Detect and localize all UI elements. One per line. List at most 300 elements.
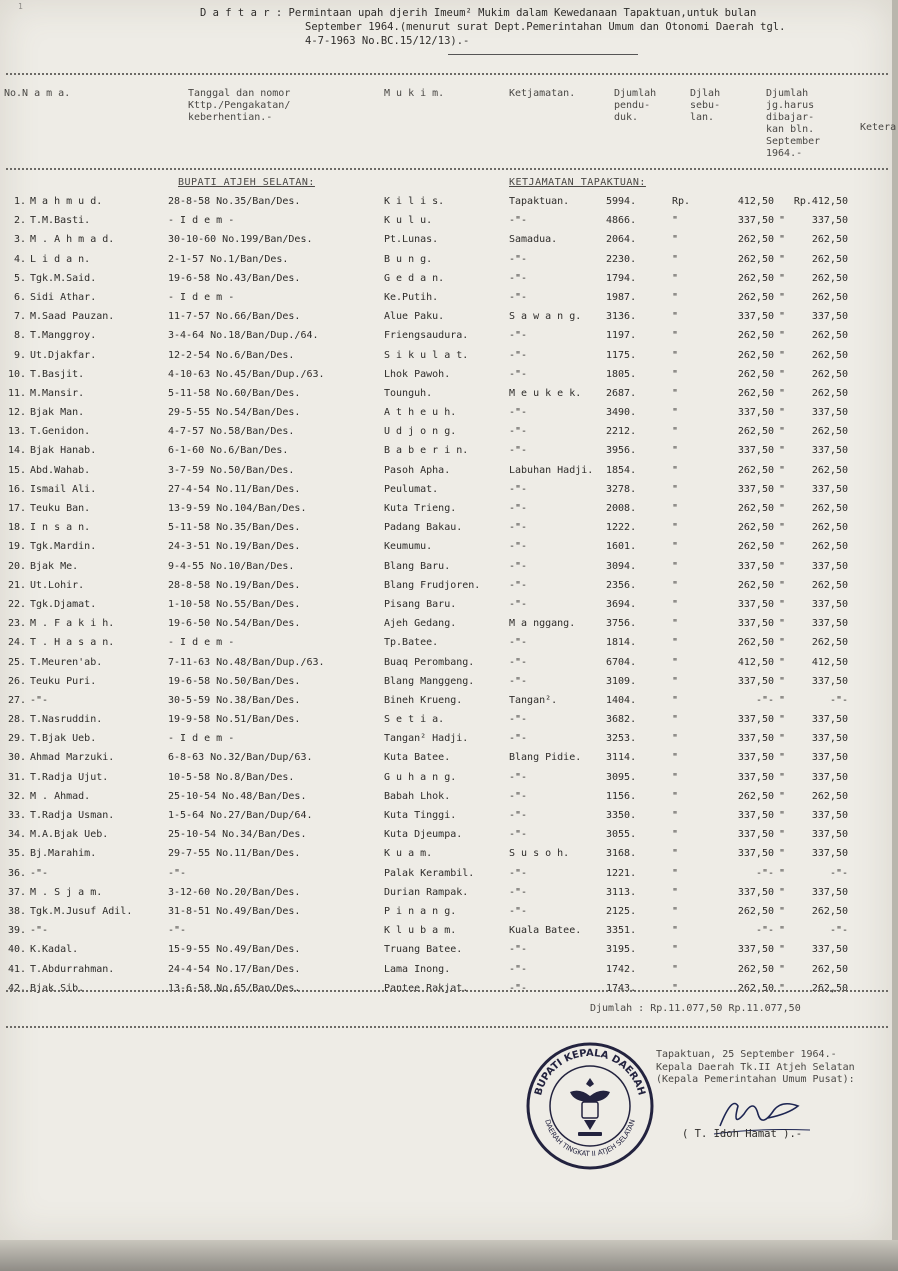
row-total: 262,50 — [811, 234, 848, 246]
row-salary: 337,50 — [737, 714, 774, 726]
row-decree: 5-11-58 No.35/Ban/Des. — [168, 522, 301, 534]
row-decree: 19-6-50 No.54/Ban/Des. — [168, 618, 301, 630]
row-ditto: " — [779, 714, 786, 726]
row-mukim: K i l i s. — [384, 196, 445, 207]
row-name: Teuku Puri. — [30, 675, 97, 687]
row-currency: " — [672, 771, 679, 783]
row-number: 4. — [13, 253, 26, 265]
row-total: 262,50 — [811, 291, 848, 303]
row-population: 3113. — [606, 886, 637, 898]
row-mukim: K l u b a m. — [384, 925, 457, 937]
row-population: 3195. — [606, 944, 637, 956]
row-currency: " — [672, 694, 679, 706]
row-ditto: " — [779, 733, 786, 745]
row-total: 262,50 — [811, 387, 848, 399]
row-salary: 337,50 — [737, 829, 774, 841]
row-currency: " — [672, 905, 679, 917]
table-row — [0, 691, 892, 710]
row-number: 1. — [13, 196, 26, 207]
row-currency: " — [672, 637, 679, 649]
row-kecamatan: -"- — [509, 541, 528, 553]
row-number: 11. — [7, 387, 26, 399]
row-kecamatan: -"- — [509, 867, 528, 879]
row-decree: 2-1-57 No.1/Ban/Des. — [168, 253, 289, 265]
row-name: Ismail Ali. — [30, 483, 97, 495]
row-kecamatan: -"- — [509, 637, 528, 649]
row-currency: " — [672, 675, 679, 687]
row-salary: 337,50 — [737, 618, 774, 630]
row-decree: 3-7-59 No.50/Ban/Des. — [168, 464, 295, 476]
row-total: 262,50 — [811, 330, 848, 342]
row-currency: " — [672, 733, 679, 745]
row-number: 37. — [7, 886, 26, 898]
official-stamp — [524, 1040, 656, 1172]
row-number: 39. — [7, 925, 26, 937]
row-mukim: Blang Baru. — [384, 560, 451, 572]
row-currency: " — [672, 752, 679, 764]
header-jumlah: Djumlah jg.harus dibajar- kan bln. September 1964.- — [766, 88, 821, 159]
row-decree: 19-6-58 No.50/Ban/Des. — [168, 675, 301, 687]
row-kecamatan: -"- — [509, 982, 528, 994]
row-decree: 25-10-54 No.34/Ban/Des. — [168, 829, 307, 841]
row-ditto: " — [779, 771, 786, 783]
row-name: M a h m u d. — [30, 196, 103, 207]
row-salary: 262,50 — [737, 387, 774, 399]
row-decree: 6-8-63 No.32/Ban/Dup/63. — [168, 752, 313, 764]
row-currency: " — [672, 810, 679, 821]
row-mukim: Alue Paku. — [384, 311, 445, 323]
row-kecamatan: -"- — [509, 675, 528, 687]
title-line-3: 4-7-1963 No.BC.15/12/13).- — [305, 35, 470, 47]
row-total: 262,50 — [811, 368, 848, 380]
row-total: Rp.412,50 — [793, 196, 848, 207]
row-number: 10. — [7, 368, 26, 380]
row-salary: 262,50 — [737, 503, 774, 514]
row-decree: 3-12-60 No.20/Ban/Des. — [168, 886, 301, 898]
row-salary: -"- — [755, 694, 774, 706]
row-decree: 6-1-60 No.6/Ban/Des. — [168, 445, 289, 457]
row-name: Ut.Lohir. — [30, 579, 85, 591]
table-row — [0, 192, 892, 211]
row-number: 22. — [7, 598, 26, 610]
row-kecamatan: -"- — [509, 426, 528, 438]
row-currency: " — [672, 982, 679, 994]
row-salary: 337,50 — [737, 848, 774, 860]
row-total: 337,50 — [811, 618, 848, 630]
row-population: 1156. — [606, 790, 637, 802]
table-row — [0, 864, 892, 883]
row-decree: - I d e m - — [168, 733, 235, 745]
row-number: 14. — [7, 445, 26, 457]
row-currency: " — [672, 464, 679, 476]
header-tanggal: Tanggal dan nomor Kttp./Pengakatan/ keberhentian.- — [188, 88, 291, 123]
row-population: 2008. — [606, 503, 637, 514]
row-total: 337,50 — [811, 829, 848, 841]
row-number: 30. — [7, 752, 26, 764]
row-total: 262,50 — [811, 905, 848, 917]
row-salary: 337,50 — [737, 733, 774, 745]
row-ditto: " — [779, 848, 786, 860]
row-total: -"- — [829, 867, 848, 879]
row-name: Bjak Sib. — [30, 982, 85, 994]
row-number: 3. — [13, 234, 26, 246]
table-row — [0, 729, 892, 748]
row-total: 262,50 — [811, 637, 848, 649]
row-salary: 337,50 — [737, 810, 774, 821]
row-salary: 262,50 — [737, 790, 774, 802]
row-name: T.Meuren'ab. — [30, 656, 103, 668]
row-number: 21. — [7, 579, 26, 591]
row-currency: " — [672, 215, 679, 227]
row-decree: 27-4-54 No.11/Ban/Des. — [168, 483, 301, 495]
row-kecamatan: -"- — [509, 771, 528, 783]
row-decree: 30-5-59 No.38/Ban/Des. — [168, 694, 301, 706]
row-number: 35. — [7, 848, 26, 860]
table-row — [0, 461, 892, 480]
row-ditto: " — [779, 810, 786, 821]
row-currency: " — [672, 886, 679, 898]
row-currency: " — [672, 368, 679, 380]
table-row — [0, 595, 892, 614]
row-number: 29. — [7, 733, 26, 745]
row-salary: 262,50 — [737, 637, 774, 649]
row-population: 1854. — [606, 464, 637, 476]
row-currency: " — [672, 330, 679, 342]
row-mukim: B u n g. — [384, 253, 433, 265]
row-population: 2064. — [606, 234, 637, 246]
row-name: T.Bjak Ueb. — [30, 733, 97, 745]
row-salary: 262,50 — [737, 426, 774, 438]
row-decree: 13-6-58 No.65/Ban/Des. — [168, 982, 301, 994]
row-kecamatan: -"- — [509, 349, 528, 361]
table-row — [0, 672, 892, 691]
header-no-nama: No.N a m a. — [4, 88, 71, 99]
sign-line-3: (Kepala Pemerintahan Umum Pusat): — [656, 1074, 855, 1085]
row-number: 15. — [7, 464, 26, 476]
row-population: 1221. — [606, 867, 637, 879]
table-row — [0, 748, 892, 767]
row-total: 337,50 — [811, 215, 848, 227]
row-total: 262,50 — [811, 426, 848, 438]
row-total: 337,50 — [811, 733, 848, 745]
row-ditto: " — [779, 675, 786, 687]
row-kecamatan: -"- — [509, 963, 528, 975]
signature-block — [656, 1049, 855, 1087]
row-ditto: " — [779, 483, 786, 495]
table-row — [0, 787, 892, 806]
header-mukim: M u k i m. — [384, 88, 445, 99]
table-row — [0, 422, 892, 441]
row-total: 337,50 — [811, 848, 848, 860]
row-name: -"- — [30, 925, 49, 937]
row-kecamatan: M a nggang. — [509, 618, 576, 630]
row-number: 16. — [7, 483, 26, 495]
document-title — [200, 6, 890, 48]
row-salary: 337,50 — [737, 407, 774, 419]
row-currency: " — [672, 963, 679, 975]
row-name: M . F a k i h. — [30, 618, 115, 630]
row-kecamatan: Kuala Batee. — [509, 925, 582, 937]
table-row — [0, 346, 892, 365]
title-underline — [448, 54, 638, 55]
row-population: 1404. — [606, 694, 637, 706]
row-kecamatan: -"- — [509, 829, 528, 841]
row-total: 337,50 — [811, 675, 848, 687]
row-decree: 19-9-58 No.51/Ban/Des. — [168, 714, 301, 726]
row-name: K.Kadal. — [30, 944, 79, 956]
row-total: 337,50 — [811, 407, 848, 419]
row-ditto: " — [779, 752, 786, 764]
row-currency: " — [672, 272, 679, 284]
row-currency: " — [672, 387, 679, 399]
row-number: 23. — [7, 618, 26, 630]
row-kecamatan: -"- — [509, 598, 528, 610]
row-decree: 9-4-55 No.10/Ban/Des. — [168, 560, 295, 572]
row-salary: 337,50 — [737, 752, 774, 764]
row-salary: 337,50 — [737, 944, 774, 956]
row-population: 3253. — [606, 733, 637, 745]
row-population: 3956. — [606, 445, 637, 457]
row-currency: " — [672, 522, 679, 534]
table-row — [0, 518, 892, 537]
row-mukim: K u a m. — [384, 848, 433, 860]
row-name: -"- — [30, 867, 49, 879]
row-salary: 262,50 — [737, 579, 774, 591]
row-mukim: Friengsaudura. — [384, 330, 469, 342]
row-number: 8. — [13, 330, 26, 342]
row-kecamatan: -"- — [509, 733, 528, 745]
row-ditto: " — [779, 541, 786, 553]
row-ditto: " — [779, 694, 786, 706]
row-mukim: Pasoh Apha. — [384, 464, 451, 476]
row-population: 6704. — [606, 656, 637, 668]
row-mukim: Bineh Krueng. — [384, 694, 463, 706]
row-mukim: Pisang Baru. — [384, 598, 457, 610]
svg-text:BUPATI KEPALA DAERAH — [533, 1048, 647, 1097]
row-number: 19. — [7, 541, 26, 553]
row-mukim: Tounguh. — [384, 387, 433, 399]
signer-name: ( T. Idoh Hamat ).- — [682, 1128, 803, 1140]
row-decree: 15-9-55 No.49/Ban/Des. — [168, 944, 301, 956]
row-mukim: Lama Inong. — [384, 963, 451, 975]
row-number: 40. — [7, 944, 26, 956]
row-population: 1805. — [606, 368, 637, 380]
row-kecamatan: Blang Pidie. — [509, 752, 582, 764]
row-mukim: Babah Lhok. — [384, 790, 451, 802]
row-kecamatan: S u s o h. — [509, 848, 570, 860]
row-decree: 4-10-63 No.45/Ban/Dup./63. — [168, 368, 325, 380]
row-kecamatan: -"- — [509, 579, 528, 591]
row-mukim: U d j o n g. — [384, 426, 457, 438]
row-total: 337,50 — [811, 810, 848, 821]
title-line-2: September 1964.(menurut surat Dept.Pemerintahan Umum dan Otonomi Daerah tgl. — [305, 21, 786, 33]
row-population: 3095. — [606, 771, 637, 783]
row-ditto: " — [779, 522, 786, 534]
row-kecamatan: -"- — [509, 407, 528, 419]
header-top-rule — [6, 73, 888, 75]
row-kecamatan: Tangan². — [509, 694, 558, 706]
row-ditto: " — [779, 291, 786, 303]
table-row — [0, 979, 892, 998]
section-kecamatan: KETJAMATAN TAPAKTUAN: — [509, 177, 646, 188]
row-decree: -"- — [168, 867, 187, 879]
table-row — [0, 326, 892, 345]
row-salary: 262,50 — [737, 522, 774, 534]
row-number: 25. — [7, 656, 26, 668]
row-currency: " — [672, 445, 679, 457]
row-name: Tgk.Mardin. — [30, 541, 97, 553]
table-row — [0, 230, 892, 249]
row-population: 3351. — [606, 925, 637, 937]
row-salary: 262,50 — [737, 272, 774, 284]
row-currency: " — [672, 925, 679, 937]
row-mukim: A t h e u h. — [384, 407, 457, 419]
row-mukim: Tp.Batee. — [384, 637, 439, 649]
row-salary: 337,50 — [737, 886, 774, 898]
table-row — [0, 403, 892, 422]
row-population: 3168. — [606, 848, 637, 860]
row-mukim: S i k u l a t. — [384, 349, 469, 361]
header-keterangan: Ketera — [860, 122, 897, 133]
row-kecamatan: -"- — [509, 483, 528, 495]
row-number: 26. — [7, 675, 26, 687]
row-ditto: " — [779, 925, 786, 937]
row-decree: 29-7-55 No.11/Ban/Des. — [168, 848, 301, 860]
row-decree: -"- — [168, 925, 187, 937]
row-total: 337,50 — [811, 771, 848, 783]
row-population: 3350. — [606, 810, 637, 821]
row-total: -"- — [829, 694, 848, 706]
row-name: M.A.Bjak Ueb. — [30, 829, 109, 841]
row-number: 27. — [7, 694, 26, 706]
row-decree: 31-8-51 No.49/Ban/Des. — [168, 905, 301, 917]
row-ditto: " — [779, 387, 786, 399]
row-kecamatan: -"- — [509, 368, 528, 380]
row-name: T.Radja Ujut. — [30, 771, 109, 783]
row-salary: 337,50 — [737, 598, 774, 610]
row-population: 3136. — [606, 311, 637, 323]
header-penduduk: Djumlah pendu- duk. — [614, 88, 657, 123]
row-mukim: Tangan² Hadji. — [384, 733, 469, 745]
row-mukim: Kuta Batee. — [384, 752, 451, 764]
row-name: Tgk.Djamat. — [30, 598, 97, 610]
row-number: 12. — [7, 407, 26, 419]
row-ditto: " — [779, 407, 786, 419]
page-tag: 1 — [18, 2, 23, 11]
table-row — [0, 614, 892, 633]
row-number: 38. — [7, 905, 26, 917]
sign-line-1: Tapaktuan, 25 September 1964.- — [656, 1049, 837, 1060]
row-total: 337,50 — [811, 445, 848, 457]
row-name: T.Basjit. — [30, 368, 85, 380]
row-name: T.M.Basti. — [30, 215, 91, 227]
row-ditto: " — [779, 560, 786, 572]
row-number: 2. — [13, 215, 26, 227]
row-population: 2687. — [606, 387, 637, 399]
row-currency: Rp. — [672, 196, 691, 207]
row-number: 31. — [7, 771, 26, 783]
table-row — [0, 921, 892, 940]
table-row — [0, 211, 892, 230]
table-row — [0, 902, 892, 921]
row-name: L i d a n. — [30, 253, 91, 265]
row-currency: " — [672, 253, 679, 265]
row-kecamatan: -"- — [509, 905, 528, 917]
row-decree: 12-2-54 No.6/Ban/Des. — [168, 349, 295, 361]
row-decree: 10-5-58 No.8/Ban/Des. — [168, 771, 295, 783]
garuda-emblem-icon — [570, 1078, 610, 1136]
row-name: M.Saad Pauzan. — [30, 311, 115, 323]
row-salary: -"- — [755, 867, 774, 879]
row-name: I n s a n. — [30, 522, 91, 534]
table-row — [0, 806, 892, 825]
row-number: 18. — [7, 522, 26, 534]
table-row — [0, 480, 892, 499]
row-salary: 262,50 — [737, 963, 774, 975]
row-mukim: Palak Kerambil. — [384, 867, 475, 879]
table-row — [0, 557, 892, 576]
row-population: 1814. — [606, 637, 637, 649]
row-total: 262,50 — [811, 349, 848, 361]
row-number: 33. — [7, 810, 26, 821]
row-kecamatan: M e u k e k. — [509, 387, 582, 399]
row-mukim: Keumumu. — [384, 541, 433, 553]
footer-rule — [6, 1026, 888, 1028]
row-total: 262,50 — [811, 541, 848, 553]
row-mukim: Truang Batee. — [384, 944, 463, 956]
row-name: -"- — [30, 694, 49, 706]
row-total: 412,50 — [811, 656, 848, 668]
row-salary: 262,50 — [737, 291, 774, 303]
row-number: 13. — [7, 426, 26, 438]
table-row — [0, 499, 892, 518]
row-name: T.Radja Usman. — [30, 810, 115, 821]
row-decree: 24-4-54 No.17/Ban/Des. — [168, 963, 301, 975]
row-decree: 5-11-58 No.60/Ban/Des. — [168, 387, 301, 399]
row-ditto: " — [779, 349, 786, 361]
row-kecamatan: -"- — [509, 944, 528, 956]
table-row — [0, 441, 892, 460]
row-kecamatan: S a w a n g. — [509, 311, 582, 323]
row-number: 36. — [7, 867, 26, 879]
row-ditto: " — [779, 886, 786, 898]
row-population: 1794. — [606, 272, 637, 284]
table-row — [0, 537, 892, 556]
row-ditto: " — [779, 598, 786, 610]
row-kecamatan: -"- — [509, 810, 528, 821]
row-name: T.Abdurrahman. — [30, 963, 115, 975]
row-salary: 262,50 — [737, 349, 774, 361]
table-row — [0, 288, 892, 307]
row-name: T.Genidon. — [30, 426, 91, 438]
table-row — [0, 307, 892, 326]
row-total: 262,50 — [811, 982, 848, 994]
row-mukim: S e t i a. — [384, 714, 445, 726]
row-number: 24. — [7, 637, 26, 649]
row-kecamatan: -"- — [509, 522, 528, 534]
row-mukim: Ke.Putih. — [384, 291, 439, 303]
row-number: 5. — [13, 272, 26, 284]
row-currency: " — [672, 291, 679, 303]
row-population: 2356. — [606, 579, 637, 591]
row-mukim: Peulumat. — [384, 483, 439, 495]
row-name: Bjak Hanab. — [30, 445, 97, 457]
row-kecamatan: Samadua. — [509, 234, 558, 246]
row-salary: 262,50 — [737, 464, 774, 476]
row-name: Teuku Ban. — [30, 503, 91, 514]
row-population: 3055. — [606, 829, 637, 841]
row-kecamatan: -"- — [509, 291, 528, 303]
